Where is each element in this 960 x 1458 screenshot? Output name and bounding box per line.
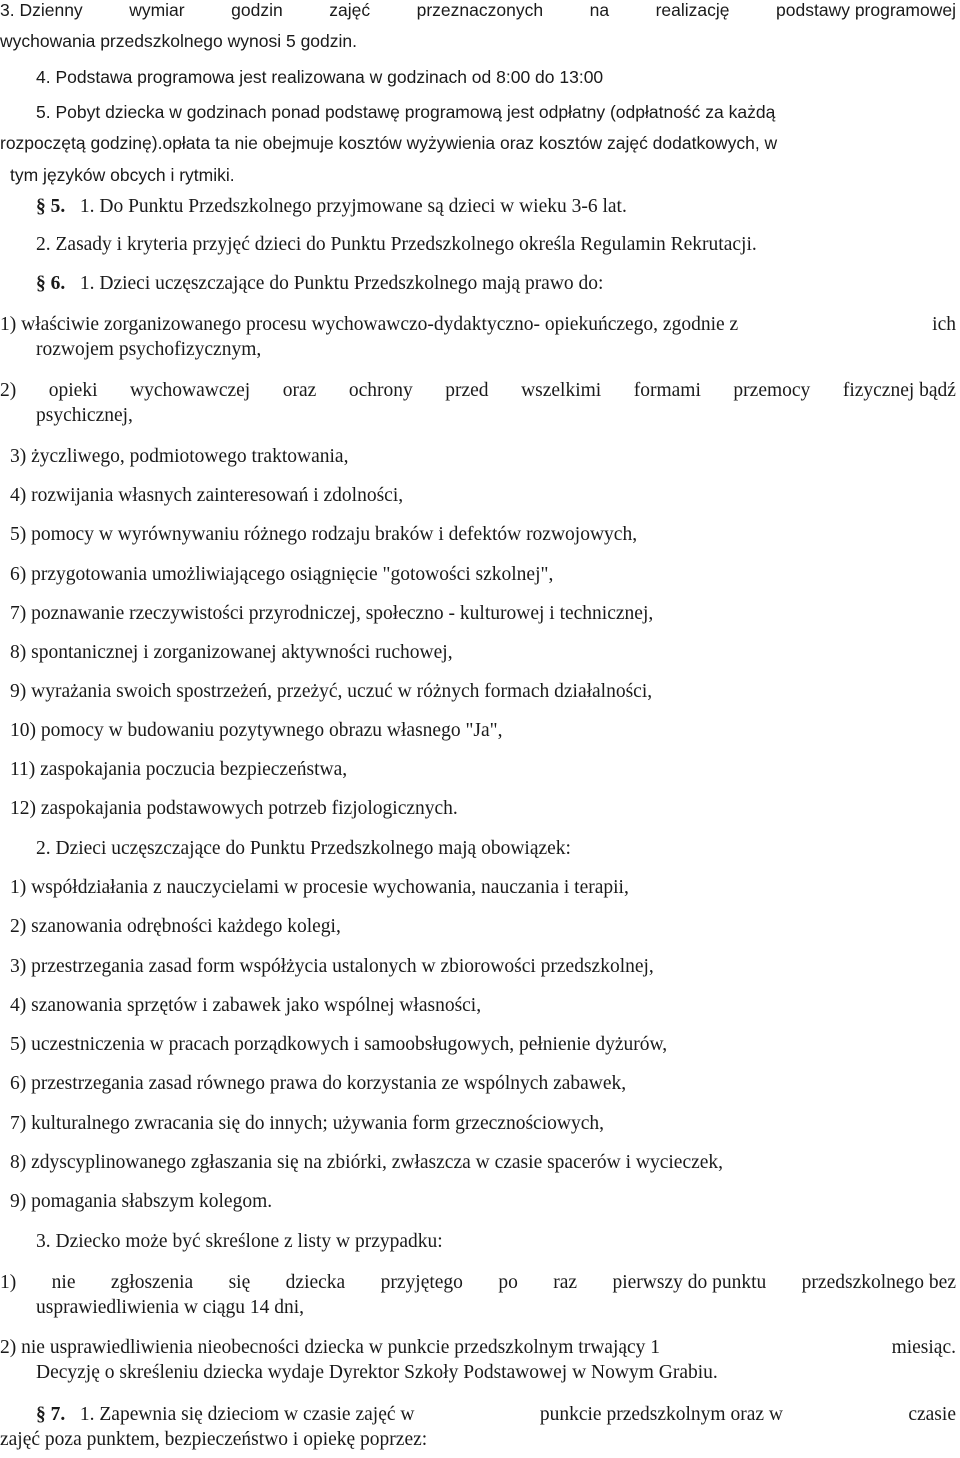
text-segment: opieki — [48, 380, 98, 401]
section-heading — [36, 1404, 956, 1426]
paragraph: 2. Zasady i kryteria przyjęć dzieci do Punktu Przedszkolnego określa Regulamin Rekrutacji. — [36, 234, 757, 255]
list-item: 10) pomocy w budowaniu pozytywnego obrazu własnego "Ja", — [10, 720, 503, 741]
text-segment: wymiar — [129, 0, 185, 20]
paragraph: 2. Dzieci uczęszczające do Punktu Przedszkolnego mają obowiązek: — [36, 838, 571, 859]
text-segment: zajęć — [329, 0, 371, 20]
list-item: 6) przestrzegania zasad równego prawa do korzystania ze wspólnych zabawek, — [10, 1073, 627, 1094]
section-number: § 7. — [36, 1404, 66, 1425]
text-segment: przemocy — [733, 380, 811, 401]
clause-line: 5. Pobyt dziecka w godzinach ponad podstawę programową jest odpłatny (odpłatność za każdą — [36, 102, 776, 122]
clause-line: wychowania przedszkolnego wynosi 5 godzin. — [0, 31, 358, 51]
list-item: 12) zaspokajania podstawowych potrzeb fizjologicznych. — [10, 798, 458, 819]
text-segment: punkcie przedszkolnym oraz w — [539, 1404, 783, 1425]
paragraph-text: 1. Dzieci uczęszczające do Punktu Przedszkolnego mają prawo do: — [79, 273, 604, 294]
clause-line — [0, 0, 956, 21]
text-segment: 1) — [0, 1272, 17, 1293]
list-item: 3) życzliwego, podmiotowego traktowania, — [10, 446, 349, 467]
text-segment: nie — [51, 1272, 76, 1293]
text-segment: raz — [553, 1272, 578, 1293]
list-item: 3) przestrzegania zasad form współżycia ustalonych w zbiorowości przedszkolnej, — [10, 956, 654, 977]
list-item: 1) współdziałania z nauczycielami w procesie wychowania, nauczania i terapii, — [10, 877, 629, 898]
text-segment: ich — [932, 314, 956, 335]
text-segment: realizację — [655, 0, 730, 20]
text-segment: 1. Zapewnia się dzieciom w czasie zajęć w — [79, 1404, 415, 1425]
text-segment: fizycznej bądź — [842, 380, 956, 401]
list-item-continuation: Decyzję o skreśleniu dziecka wydaje Dyrektor Szkoły Podstawowej w Nowym Grabiu. — [36, 1362, 718, 1383]
text-segment: 2) nie usprawiedliwienia nieobecności dziecka w punkcie przedszkolnym trwający 1 — [0, 1337, 661, 1358]
clause-line: tym języków obcych i rytmiki. — [10, 165, 235, 185]
text-segment: zgłoszenia — [110, 1272, 194, 1293]
list-item: 9) pomagania słabszym kolegom. — [10, 1191, 273, 1212]
paragraph: 3. Dziecko może być skreślone z listy w przypadku: — [36, 1231, 443, 1252]
text-segment: ochrony — [348, 380, 413, 401]
list-item: 7) poznawanie rzeczywistości przyrodniczej, społeczno - kulturowej i technicznej, — [10, 603, 654, 624]
text-segment: przyjętego — [380, 1272, 463, 1293]
list-item: 8) spontanicznej i zorganizowanej aktywności ruchowej, — [10, 642, 453, 663]
text-segment: wszelkimi — [521, 380, 602, 401]
section-lead — [36, 1404, 414, 1426]
text-segment: 3. Dzienny — [0, 0, 83, 20]
list-item-continuation: rozwojem psychofizycznym, — [36, 339, 262, 360]
list-item-continuation: usprawiedliwienia w ciągu 14 dni, — [36, 1297, 305, 1318]
text-segment: godzin — [231, 0, 283, 20]
list-item — [0, 380, 956, 402]
text-segment: miesiąc. — [891, 1337, 956, 1358]
paragraph-continuation: zajęć poza punktem, bezpieczeństwo i opiekę poprzez: — [0, 1429, 428, 1450]
list-item: 4) rozwijania własnych zainteresowań i zdolności, — [10, 485, 404, 506]
list-item: 5) uczestniczenia w pracach porządkowych i samoobsługowych, pełnienie dyżurów, — [10, 1034, 668, 1055]
list-item: 9) wyrażania swoich spostrzeżeń, przeżyć, uczuć w różnych formach działalności, — [10, 681, 653, 702]
text-segment: oraz — [282, 380, 317, 401]
list-item: 11) zaspokajania poczucia bezpieczeństwa, — [10, 759, 348, 780]
section-heading — [36, 196, 627, 218]
paragraph-text: 1. Do Punktu Przedszkolnego przyjmowane są dzieci w wieku 3-6 lat. — [79, 196, 627, 217]
list-item: 2) szanowania odrębności każdego kolegi, — [10, 916, 341, 937]
list-item: 8) zdyscyplinowanego zgłaszania się na zbiórki, zwłaszcza w czasie spacerów i wycieczek, — [10, 1152, 724, 1173]
list-item — [0, 1337, 956, 1359]
list-item — [0, 314, 956, 336]
text-segment: pierwszy do punktu — [612, 1272, 767, 1293]
list-item — [0, 1272, 956, 1294]
text-segment: podstawy programowej — [776, 0, 956, 20]
text-segment: wychowawczej — [130, 380, 251, 401]
text-segment: 1) właściwie zorganizowanego procesu wychowawczo-dydaktyczno- opiekuńczego, zgodnie z — [0, 314, 739, 335]
list-item-continuation: psychicznej, — [36, 405, 133, 426]
text-segment: 2) — [0, 380, 17, 401]
text-segment: przedszkolnego bez — [801, 1272, 956, 1293]
text-segment: przeznaczonych — [416, 0, 544, 20]
text-segment: formami — [633, 380, 701, 401]
section-heading — [36, 273, 603, 295]
list-item: 7) kulturalnego zwracania się do innych; używania form grzecznościowych, — [10, 1113, 604, 1134]
text-segment: przed — [445, 380, 489, 401]
clause-line: 4. Podstawa programowa jest realizowana w godzinach od 8:00 do 13:00 — [36, 67, 604, 87]
list-item: 5) pomocy w wyrównywaniu różnego rodzaju braków i defektów rozwojowych, — [10, 524, 638, 545]
text-segment: po — [498, 1272, 518, 1293]
list-item: 6) przygotowania umożliwiającego osiągnięcie "gotowości szkolnej", — [10, 564, 554, 585]
section-number: § 5. — [36, 196, 66, 217]
text-segment: dziecka — [285, 1272, 346, 1293]
list-item: 4) szanowania sprzętów i zabawek jako wspólnej własności, — [10, 995, 482, 1016]
text-segment: na — [589, 0, 610, 20]
clause-line: rozpoczętą godzinę).opłata ta nie obejmuje kosztów wyżywienia oraz kosztów zajęć dodatkowych, w — [0, 133, 778, 153]
text-segment: się — [228, 1272, 251, 1293]
section-number: § 6. — [36, 273, 66, 294]
text-segment: czasie — [908, 1404, 956, 1425]
